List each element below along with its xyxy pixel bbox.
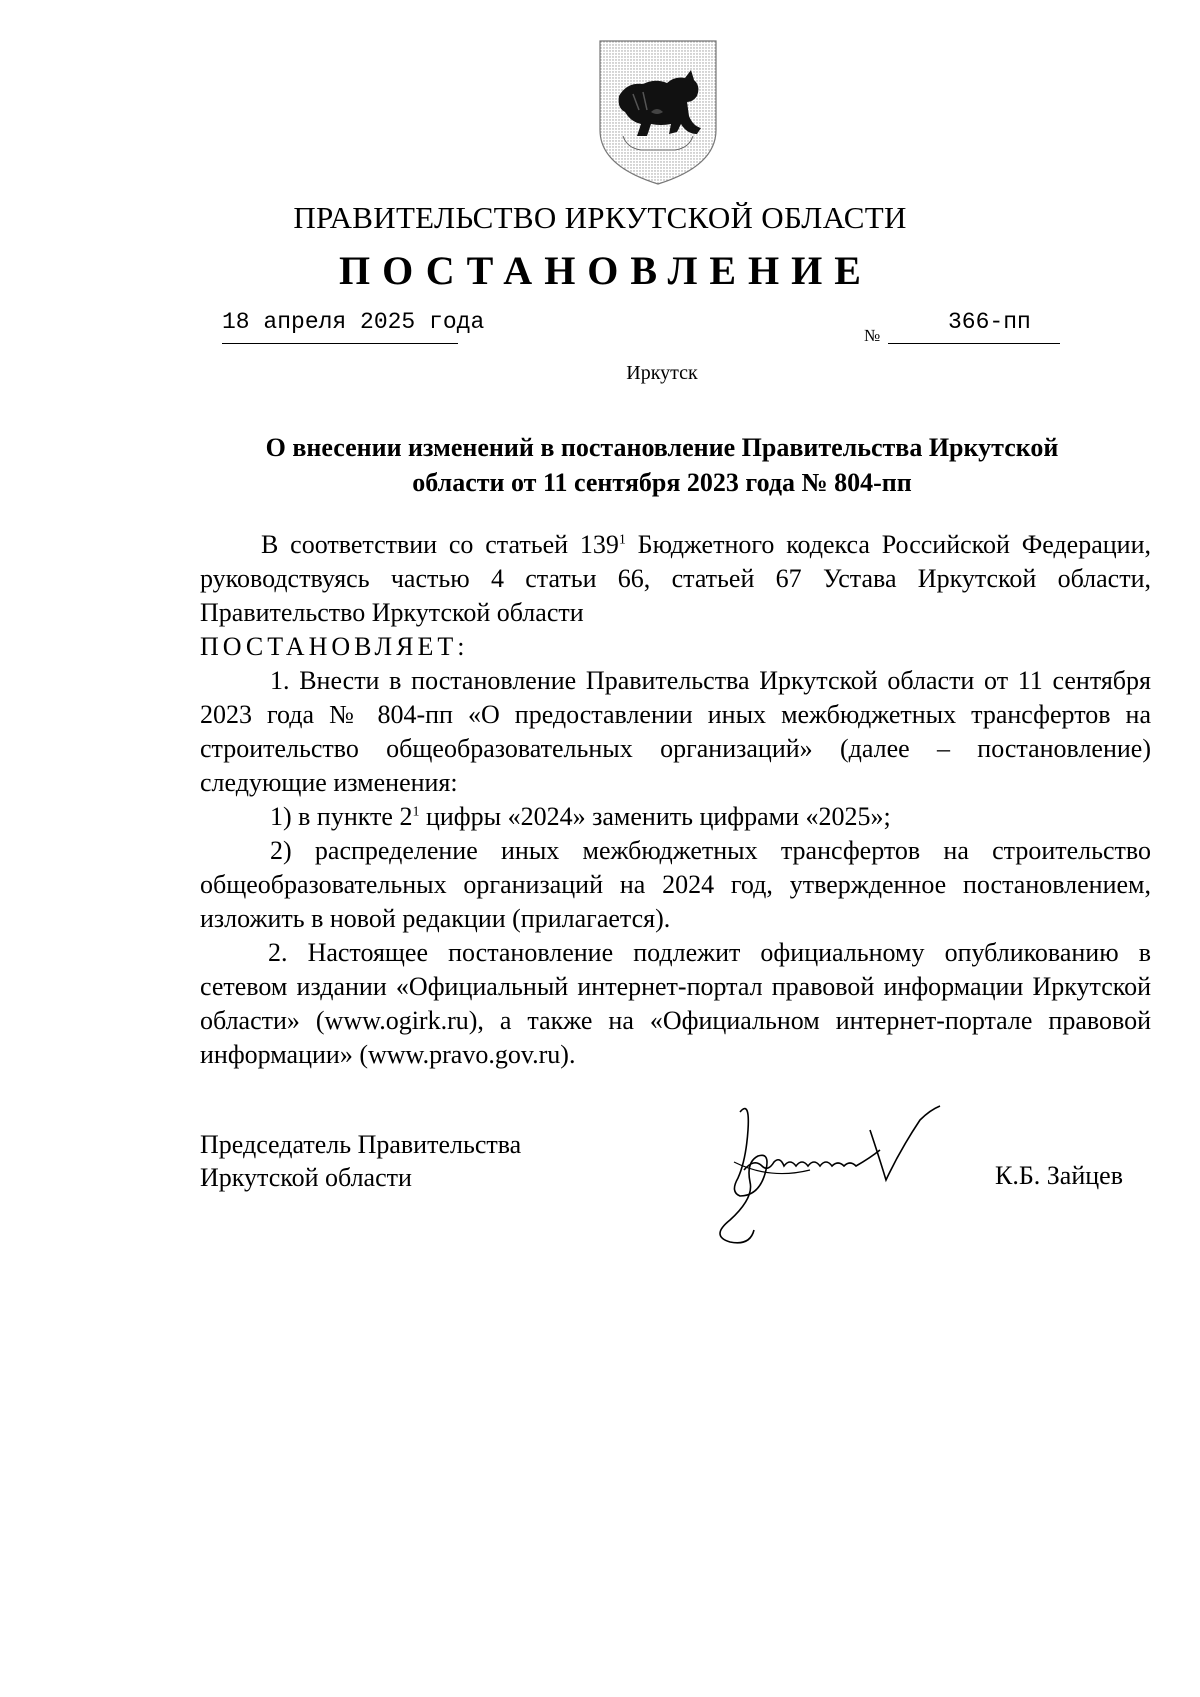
government-name: ПРАВИТЕЛЬСТВО ИРКУТСКОЙ ОБЛАСТИ xyxy=(293,200,907,235)
preamble-paragraph xyxy=(200,528,1151,630)
preamble-text-a: В соответствии со статьей 139 xyxy=(261,530,619,559)
signatory-name: К.Б. Зайцев xyxy=(995,1161,1123,1190)
signatory-position xyxy=(200,1128,521,1194)
item-2-paragraph: 2. Настоящее постановление подлежит официальному опубликованию в сетевом издании «Официальный интернет-портал правовой информации Иркутской области» (www.ogirk.ru), а также на «Официальном интернет-портале правовой информации» (www.pravo.gov.ru). xyxy=(200,938,1151,1069)
preamble-text-b: Бюджетного кодекса Российской Федерации, руководствуясь частью 4 статьи 66, статьей 67 Устава Иркутской области, Правительство Иркутской области xyxy=(200,530,1151,627)
date-field xyxy=(222,309,485,344)
item-1-1-superscript: 1 xyxy=(412,804,420,820)
position-line-2: Иркутской области xyxy=(200,1163,412,1192)
item-1-1-text-a: 1) в пункте 2 xyxy=(270,802,413,831)
item-1-paragraph: 1. Внести в постановление Правительства Иркутской области от 11 сентября 2023 года № 804-пп «О предоставлении иных межбюджетных трансфертов на строительство общеобразовательных организаций» (далее – постановление) следующие изменения: xyxy=(200,666,1151,797)
title-line-2: области от 11 сентября 2023 года № 804-пп xyxy=(412,468,912,497)
title-line-1: О внесении изменений в постановление Правительства Иркутской xyxy=(265,433,1059,462)
document-number: 366-пп xyxy=(948,309,1031,335)
irkutsk-coat-of-arms-icon xyxy=(597,38,719,188)
number-field xyxy=(888,309,1060,344)
item-1-1-paragraph xyxy=(200,800,1151,834)
number-label: № xyxy=(864,326,881,345)
city: Иркутск xyxy=(626,362,698,384)
item-1-2-paragraph: 2) распределение иных межбюджетных трансфертов на строительство общеобразовательных организаций на 2024 год, утвержденное постановлением, изложить в новой редакции (прилагается). xyxy=(200,836,1151,933)
position-line-1: Председатель Правительства xyxy=(200,1130,522,1159)
resolves-heading: ПОСТАНОВЛЯЕТ: xyxy=(200,632,469,661)
document-title xyxy=(200,430,1124,500)
handwritten-signature-icon xyxy=(710,1100,980,1260)
document-type-heading: ПОСТАНОВЛЕНИЕ xyxy=(339,248,873,293)
document-body xyxy=(200,528,1151,1072)
document-date: 18 апреля 2025 года xyxy=(222,309,485,335)
preamble-superscript: 1 xyxy=(618,532,626,548)
item-1-1-text-b: цифры «2024» заменить цифрами «2025»; xyxy=(419,802,891,831)
